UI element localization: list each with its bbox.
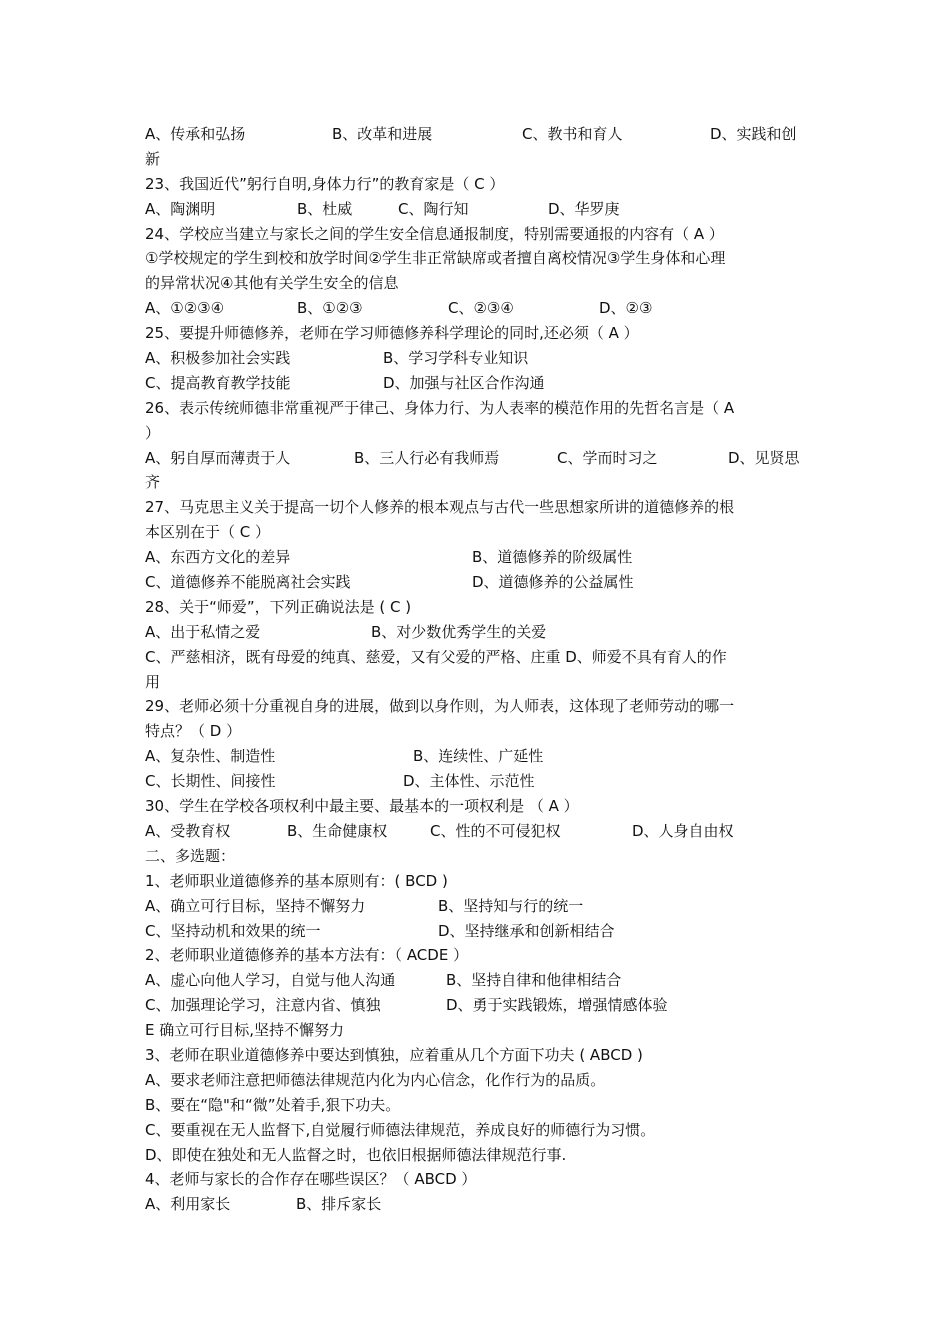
answer-option: D、②③ [599,299,653,318]
line-text: 3、老师在职业道德修养中要达到慎独，应着重从几个方面下功夫 ( ABCD ) [145,1045,643,1064]
text-line [145,1192,810,1217]
answer-option: B、坚持知与行的统一 [438,896,584,915]
text-line [145,346,810,371]
line-text: 25、要提升师德修养，老师在学习师德修养科学理论的同时,还必须（ A ） [145,324,639,343]
text-line [145,545,810,570]
text-line [145,222,810,247]
line-text: 齐 [145,473,161,492]
text-line [145,1043,810,1068]
answer-option: A、东西方文化的差异 [145,548,291,567]
text-line [145,1143,810,1168]
text-line [145,670,810,695]
answer-option: A、复杂性、制造性 [145,747,276,766]
text-line [145,719,810,744]
line-text: 24、学校应当建立与家长之间的学生安全信息通报制度，特别需要通报的内容有（ A ） [145,224,724,243]
answer-option: C、②③④ [448,299,514,318]
line-text: C、严慈相济，既有母爱的纯真、慈爱，又有父爱的严格、庄重 D、师爱不具有育人的作 [145,647,727,666]
text-line [145,1068,810,1093]
answer-option: B、杜威 [297,199,353,218]
text-line [145,694,810,719]
answer-option: A、传承和弘扬 [145,125,246,143]
answer-option: A、①②③④ [145,299,225,318]
answer-option: A、虚心向他人学习，自觉与他人沟通 [145,971,396,990]
answer-option: A、积极参加社会实践 [145,349,291,368]
text-line [145,769,810,794]
answer-option: B、生命健康权 [287,821,388,840]
line-text: 特点？（ D ） [145,722,242,741]
answer-option: A、确立可行目标，坚持不懈努力 [145,896,366,915]
text-line [145,968,810,993]
answer-option: D、华罗庚 [548,199,620,218]
answer-option: C、加强理论学习，注意内省、慎独 [145,996,381,1015]
answer-option: C、坚持动机和效果的统一 [145,921,321,940]
text-line [145,321,810,346]
text-line [145,470,810,495]
text-line [145,296,810,321]
text-line [145,172,810,197]
line-text: E 确立可行目标,坚持不懈努力 [145,1021,345,1040]
text-line [145,794,810,819]
document-body [145,122,810,1217]
text-line [145,421,810,446]
answer-option: D、人身自由权 [632,821,734,840]
text-line [145,1093,810,1118]
answer-option: B、坚持自律和他律相结合 [446,971,622,990]
line-text: B、要在“隐"和“微”处着手,狠下功夫。 [145,1095,401,1114]
line-text: 4、老师与家长的合作存在哪些误区？（ ABCD ） [145,1170,477,1189]
line-text: ①学校规定的学生到校和放学时间②学生非正常缺席或者擅自离校情况③学生身体和心理 [145,249,726,268]
line-text: 23、我国近代”躬行自明,身体力行”的教育家是（ C ） [145,174,505,193]
line-text: 2、老师职业道德修养的基本方法有：（ ACDE ） [145,946,469,965]
line-text: A、要求老师注意把师德法律规范内化为内心信念，化作行为的品质。 [145,1070,606,1089]
line-text: 27、马克思主义关于提高一切个人修养的根本观点与古代一些思想家所讲的道德修养的根 [145,498,735,517]
answer-option: A、出于私情之爱 [145,622,261,641]
line-text: 的异常状况④其他有关学生安全的信息 [145,274,399,293]
answer-option: C、学而时习之 [557,448,658,467]
answer-option: A、受教育权 [145,821,231,840]
text-line [145,744,810,769]
line-text: ） [145,423,161,442]
text-line [145,1167,810,1192]
answer-option: C、陶行知 [398,199,469,218]
answer-option: D、见贤思 [728,448,800,467]
line-text: C、要重视在无人监督下,自觉履行师德法律规范，养成良好的师德行为习惯。 [145,1120,656,1139]
answer-option: C、教书和育人 [522,125,623,143]
text-line [145,1118,810,1143]
answer-option: C、道德修养不能脱离社会实践 [145,573,351,592]
answer-option: D、道德修养的公益属性 [472,573,634,592]
text-line [145,943,810,968]
line-text: 用 [145,672,161,691]
text-line [145,819,810,844]
answer-option: D、主体性、示范性 [403,772,535,791]
text-line [145,495,810,520]
line-text: 本区别在于（ C ） [145,523,271,542]
line-text: 新 [145,149,161,168]
answer-option: C、性的不可侵犯权 [430,821,561,840]
answer-option: B、学习学科专业知识 [383,349,529,368]
text-line [145,197,810,222]
answer-option: B、①②③ [297,299,363,318]
answer-option: D、实践和创 [710,125,797,143]
answer-option: D、勇于实践锻炼，增强情感体验 [446,996,668,1015]
answer-option: A、陶渊明 [145,199,216,218]
text-line [145,246,810,271]
answer-option: D、加强与社区合作沟通 [383,373,545,392]
answer-option: B、连续性、广延性 [413,747,544,766]
text-line [145,894,810,919]
line-text: 28、关于“师爱”，下列正确说法是 ( C ) [145,597,412,616]
answer-option: B、改革和进展 [332,125,433,143]
line-text: 26、表示传统师德非常重视严于律己、身体力行、为人表率的模范作用的先哲名言是（ A [145,398,735,417]
line-text: 29、老师必须十分重视自身的进展，做到以身作则，为人师表，这体现了老师劳动的哪一 [145,697,735,716]
text-line [145,446,810,471]
text-line [145,520,810,545]
answer-option: D、坚持继承和创新相结合 [438,921,615,940]
text-line [145,147,810,172]
line-text: 二、多选题： [145,846,236,865]
text-line [145,844,810,869]
text-line [145,919,810,944]
text-line [145,595,810,620]
text-line [145,1018,810,1043]
answer-option: A、躬自厚而薄责于人 [145,448,291,467]
answer-option: B、三人行必有我师焉 [354,448,500,467]
text-line [145,122,810,147]
text-line [145,396,810,421]
line-text: 30、学生在学校各项权利中最主要、最基本的一项权利是 （ A ） [145,797,579,816]
answer-option: B、道德修养的阶级属性 [472,548,633,567]
text-line [145,371,810,396]
answer-option: C、提高教育教学技能 [145,373,291,392]
text-line [145,645,810,670]
answer-option: B、对少数优秀学生的关爱 [371,622,547,641]
text-line [145,993,810,1018]
line-text: D、即使在独处和无人监督之时，也依旧根据师德法律规范行事. [145,1145,567,1164]
text-line [145,271,810,296]
text-line [145,620,810,645]
answer-option: B、排斥家长 [296,1195,382,1214]
text-line [145,869,810,894]
answer-option: C、长期性、间接性 [145,772,276,791]
text-line [145,570,810,595]
answer-option: A、利用家长 [145,1195,231,1214]
line-text: 1、老师职业道德修养的基本原则有：( BCD ) [145,871,448,890]
